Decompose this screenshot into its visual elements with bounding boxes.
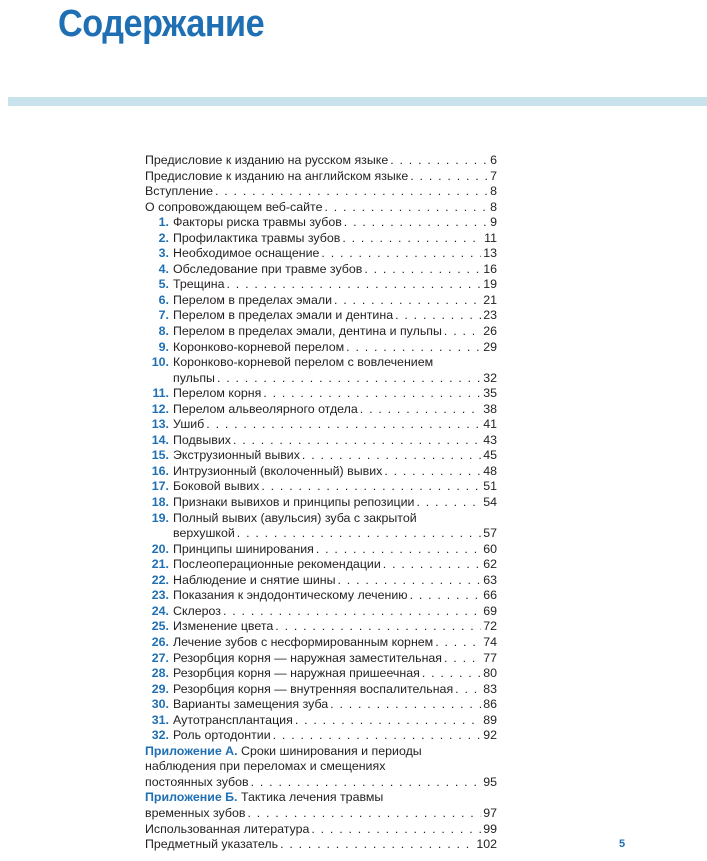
toc-chapter-26[interactable] xyxy=(145,635,497,651)
dot-leader xyxy=(444,651,481,667)
chapter-number: 28. xyxy=(151,666,169,681)
dot-leader xyxy=(324,200,488,216)
chapter-page: 89 xyxy=(483,712,497,727)
chapter-number: 10. xyxy=(151,355,169,370)
toc-entry-page: 6 xyxy=(490,153,497,167)
chapter-title-continued: верхушкой xyxy=(173,526,235,541)
chapter-title: Ушиб xyxy=(173,417,205,432)
toc-chapter-7[interactable] xyxy=(145,308,497,324)
toc-entry-label: Предисловие к изданию на русском языке xyxy=(145,153,389,167)
toc-entry-label: Предисловие к изданию на английском языке xyxy=(145,168,409,183)
chapter-page: 35 xyxy=(483,386,497,401)
dot-leader xyxy=(295,713,481,729)
dot-leader xyxy=(275,619,481,635)
toc-chapter-23[interactable] xyxy=(145,588,497,604)
chapter-page: 69 xyxy=(483,603,497,618)
chapter-number: 11. xyxy=(152,386,169,401)
chapter-page: 26 xyxy=(483,324,497,339)
chapter-title: Полный вывих (авульсия) зуба с закрытой xyxy=(173,510,417,525)
dot-leader xyxy=(237,526,481,542)
toc-chapter-12[interactable] xyxy=(145,402,497,418)
chapter-number: 6. xyxy=(158,292,169,307)
dot-leader xyxy=(455,682,481,698)
chapter-title: Перелом в пределах эмали xyxy=(173,292,332,307)
chapter-title: Резорбция корня — наружная заместительная xyxy=(173,650,443,665)
toc-chapter-18[interactable] xyxy=(145,495,497,511)
chapter-page: 63 xyxy=(483,572,497,587)
chapter-title: Факторы риска травмы зубов xyxy=(173,215,342,230)
dot-leader xyxy=(330,697,481,713)
toc-chapter-29[interactable] xyxy=(145,682,497,698)
chapter-number: 9. xyxy=(158,339,169,354)
dot-leader xyxy=(344,215,488,231)
chapter-title: Показания к эндодонтическому лечению xyxy=(173,588,408,603)
chapter-number: 27. xyxy=(151,650,169,665)
dot-leader xyxy=(338,573,482,589)
toc-chapter-19[interactable] xyxy=(145,511,497,542)
chapter-title: Перелом в пределах эмали, дентина и пульпы xyxy=(173,324,442,339)
chapter-page: 74 xyxy=(483,634,497,649)
chapter-page: 57 xyxy=(483,526,497,541)
appendix-title-continued: постоянных зубов xyxy=(145,774,249,789)
dot-leader xyxy=(395,308,481,324)
dot-leader xyxy=(261,479,481,495)
chapter-title: Перелом в пределах эмали и дентина xyxy=(173,308,394,323)
chapter-number: 8. xyxy=(158,324,169,339)
toc-entry-label: О сопровождающем веб-сайте xyxy=(145,199,323,214)
dot-leader xyxy=(390,153,488,169)
chapter-title: Послеоперационные рекомендации xyxy=(173,557,381,572)
chapter-title: Наблюдение и снятие шины xyxy=(173,572,336,587)
chapter-page: 92 xyxy=(483,728,497,743)
appendix-title: Сроки шинирования и периоды xyxy=(241,743,422,758)
dot-leader xyxy=(435,635,481,651)
toc-chapter-22[interactable] xyxy=(145,573,497,589)
chapter-number: 4. xyxy=(158,261,169,276)
dot-leader xyxy=(217,371,481,387)
toc-entry-page: 7 xyxy=(490,168,497,183)
dot-leader xyxy=(247,806,481,822)
page-number: 5 xyxy=(619,838,626,850)
toc-chapter-32[interactable] xyxy=(145,728,497,744)
dot-leader xyxy=(444,324,481,340)
chapter-page: 29 xyxy=(483,339,497,354)
chapter-title: Подвывих xyxy=(173,432,231,447)
chapter-title: Обследование при травме зубов xyxy=(173,261,363,276)
toc-chapter-16[interactable] xyxy=(145,464,497,480)
dot-leader xyxy=(206,417,481,433)
chapter-page: 60 xyxy=(483,541,497,556)
toc-chapter-8[interactable] xyxy=(145,324,497,340)
chapter-number: 24. xyxy=(151,603,169,618)
toc-chapter-27[interactable] xyxy=(145,651,497,667)
toc-entry-references[interactable] xyxy=(145,822,497,838)
dot-leader xyxy=(227,277,482,293)
toc-entry-page: 8 xyxy=(490,199,497,214)
chapter-number: 23. xyxy=(151,588,169,603)
chapter-title: Перелом альвеолярного отдела xyxy=(173,401,358,416)
chapter-page: 43 xyxy=(483,432,497,447)
chapter-number: 31. xyxy=(151,712,169,727)
chapter-title: Резорбция корня — внутренняя воспалительная xyxy=(173,681,454,696)
chapter-number: 25. xyxy=(151,619,169,634)
chapter-number: 12. xyxy=(151,401,169,416)
chapter-page: 51 xyxy=(483,479,497,494)
chapter-page: 62 xyxy=(483,557,497,572)
table-of-contents xyxy=(145,153,497,853)
dot-leader xyxy=(334,293,481,309)
chapter-title: Роль ортодонтии xyxy=(173,728,271,743)
chapter-number: 5. xyxy=(158,277,169,292)
toc-chapter-31[interactable] xyxy=(145,713,497,729)
toc-chapter-1[interactable] xyxy=(145,215,497,231)
chapter-page: 86 xyxy=(483,697,497,712)
chapter-page: 19 xyxy=(483,277,497,292)
chapter-page: 23 xyxy=(483,308,497,323)
toc-chapter-24[interactable] xyxy=(145,604,497,620)
chapter-page: 38 xyxy=(483,401,497,416)
toc-entry-label: Использованная литература xyxy=(145,821,310,836)
appendix-prefix: Приложение Б. xyxy=(145,790,238,805)
chapter-page: 66 xyxy=(483,588,497,603)
toc-chapter-25[interactable] xyxy=(145,619,497,635)
chapter-title: Профилактика травмы зубов xyxy=(173,230,341,245)
chapter-title: Резорбция корня — наружная пришеечная xyxy=(173,666,420,681)
toc-entry-introduction[interactable] xyxy=(145,184,497,200)
chapter-title: Коронково-корневой перелом xyxy=(173,339,345,354)
dot-leader xyxy=(383,557,481,573)
toc-entry-preface-ru[interactable] xyxy=(145,153,497,169)
dot-leader xyxy=(302,448,481,464)
chapter-number: 30. xyxy=(151,697,169,712)
dot-leader xyxy=(263,386,481,402)
toc-chapter-6[interactable] xyxy=(145,293,497,309)
chapter-title: Признаки вывихов и принципы репозиции xyxy=(173,495,415,510)
chapter-title: Трещина xyxy=(173,277,225,292)
chapter-page: 16 xyxy=(483,261,497,276)
chapter-page: 54 xyxy=(483,495,497,510)
toc-entry-page: 8 xyxy=(490,184,497,199)
appendix-page: 97 xyxy=(483,805,497,820)
toc-chapter-13[interactable] xyxy=(145,417,497,433)
chapter-page: 11 xyxy=(484,230,497,245)
dot-leader xyxy=(280,837,474,853)
toc-chapter-21[interactable] xyxy=(145,557,497,573)
dot-leader xyxy=(311,822,481,838)
dot-leader xyxy=(316,542,481,558)
toc-chapter-14[interactable] xyxy=(145,433,497,449)
appendix-title-continued: временных зубов xyxy=(145,805,246,820)
chapter-page: 48 xyxy=(483,463,497,478)
dot-leader xyxy=(410,169,488,185)
chapter-page: 83 xyxy=(483,681,497,696)
dot-leader xyxy=(321,246,481,262)
appendix-prefix: Приложение А. xyxy=(145,743,238,758)
toc-entry-index[interactable] xyxy=(145,837,497,853)
chapter-number: 29. xyxy=(151,681,169,696)
chapter-page: 13 xyxy=(483,246,497,261)
dot-leader xyxy=(342,231,482,247)
chapter-title: Изменение цвета xyxy=(173,619,274,634)
toc-chapter-9[interactable] xyxy=(145,340,497,356)
toc-appendix-a[interactable] xyxy=(145,744,497,791)
appendix-title-continued: наблюдения при переломах и смещениях xyxy=(145,759,386,774)
dot-leader xyxy=(384,464,481,480)
chapter-number: 22. xyxy=(151,572,169,587)
chapter-page: 41 xyxy=(483,417,497,432)
chapter-number: 2. xyxy=(158,230,169,245)
chapter-number: 17. xyxy=(151,479,169,494)
toc-chapter-2[interactable] xyxy=(145,231,497,247)
dot-leader xyxy=(215,184,488,200)
title-divider xyxy=(8,97,707,106)
toc-entry-page: 102 xyxy=(476,837,497,852)
chapter-title: Аутотрансплантация xyxy=(173,712,293,727)
toc-chapter-11[interactable] xyxy=(145,386,497,402)
dot-leader xyxy=(364,262,481,278)
chapter-number: 21. xyxy=(151,557,169,572)
toc-entry-website[interactable] xyxy=(145,200,497,216)
toc-chapter-15[interactable] xyxy=(145,448,497,464)
page-title: Содержание xyxy=(58,3,265,45)
toc-entry-preface-en[interactable] xyxy=(145,169,497,185)
chapter-number: 7. xyxy=(158,308,169,323)
chapter-title: Боковой вывих xyxy=(173,479,260,494)
dot-leader xyxy=(410,588,482,604)
toc-chapter-4[interactable] xyxy=(145,262,497,278)
chapter-number: 3. xyxy=(158,246,169,261)
chapter-title: Перелом корня xyxy=(173,386,262,401)
toc-chapter-30[interactable] xyxy=(145,697,497,713)
chapter-title: Принципы шинирования xyxy=(173,541,314,556)
chapter-number: 19. xyxy=(151,510,169,525)
chapter-number: 15. xyxy=(151,448,169,463)
dot-leader xyxy=(223,604,481,620)
dot-leader xyxy=(422,666,481,682)
toc-appendix-b[interactable] xyxy=(145,790,497,821)
chapter-title: Лечение зубов с несформированным корнем xyxy=(173,634,434,649)
chapter-number: 20. xyxy=(151,541,169,556)
chapter-number: 13. xyxy=(151,417,169,432)
toc-chapter-3[interactable] xyxy=(145,246,497,262)
dot-leader xyxy=(416,495,481,511)
chapter-title: Варианты замещения зуба xyxy=(173,697,329,712)
dot-leader xyxy=(251,775,482,791)
dot-leader xyxy=(346,340,481,356)
appendix-page: 95 xyxy=(483,774,497,789)
chapter-title: Интрузионный (вколоченный) вывих xyxy=(173,463,383,478)
chapter-title: Экструзионный вывих xyxy=(173,448,300,463)
toc-entry-label: Предметный указатель xyxy=(145,837,279,852)
toc-entry-label: Вступление xyxy=(145,184,213,199)
toc-chapter-28[interactable] xyxy=(145,666,497,682)
toc-chapter-10[interactable] xyxy=(145,355,497,386)
chapter-number: 14. xyxy=(151,432,169,447)
chapter-title: Склероз xyxy=(173,603,221,618)
chapter-page: 45 xyxy=(483,448,497,463)
chapter-number: 32. xyxy=(151,728,169,743)
chapter-number: 26. xyxy=(151,634,169,649)
appendix-title: Тактика лечения травмы xyxy=(240,790,384,805)
chapter-page: 80 xyxy=(483,666,497,681)
toc-chapter-5[interactable] xyxy=(145,277,497,293)
chapter-page: 9 xyxy=(490,215,497,230)
toc-chapter-17[interactable] xyxy=(145,479,497,495)
dot-leader xyxy=(360,402,481,418)
chapter-title: Коронково-корневой перелом с вовлечением xyxy=(173,355,434,370)
chapter-number: 16. xyxy=(151,463,169,478)
chapter-page: 72 xyxy=(483,619,497,634)
dot-leader xyxy=(273,728,482,744)
chapter-number: 1. xyxy=(158,215,169,230)
chapter-title: Необходимое оснащение xyxy=(173,246,320,261)
dot-leader xyxy=(233,433,481,449)
chapter-number: 18. xyxy=(151,495,169,510)
toc-chapter-20[interactable] xyxy=(145,542,497,558)
chapter-page: 77 xyxy=(483,650,497,665)
chapter-page: 32 xyxy=(483,370,497,385)
chapter-title-continued: пульпы xyxy=(173,370,215,385)
chapter-page: 21 xyxy=(483,292,497,307)
toc-entry-page: 99 xyxy=(483,821,497,836)
